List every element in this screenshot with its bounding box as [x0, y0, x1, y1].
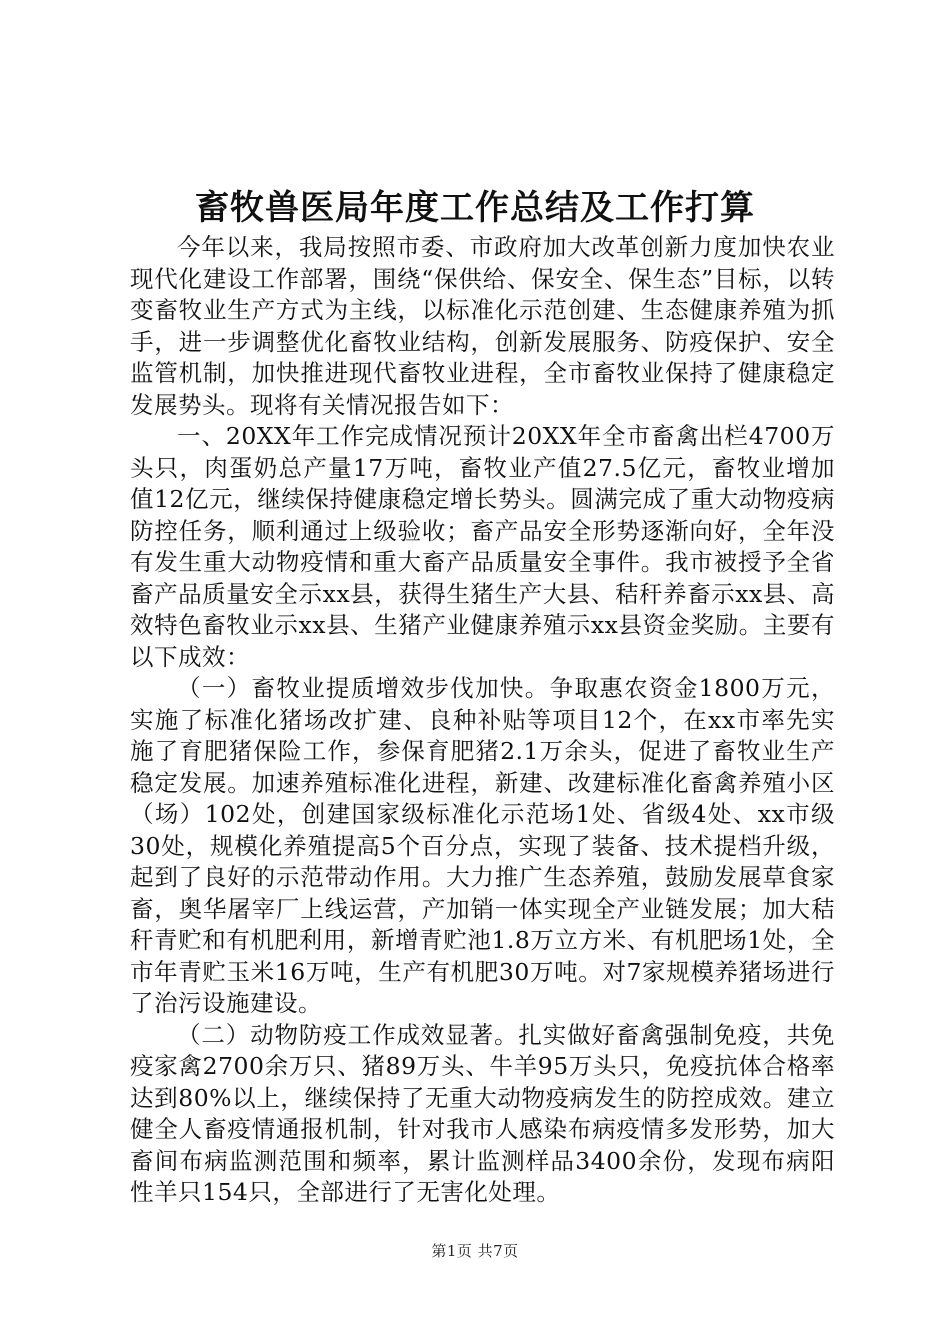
page-footer: 第1页 共7页 — [431, 1242, 519, 1260]
paragraph-section-one: 一、20XX年工作完成情况预计20XX年全市畜禽出栏4700万头只，肉蛋奶总产量17万吨，畜牧业产值27.5亿元，畜牧业增加值12亿元，继续保持健康稳定增长势头。圆满完成了重大动物疫病防控任务，顺利通过上级验收；畜产品安全形势逐渐向好，全年没有发生重大动物疫情和重大畜产品质量安全事件。我市被授予全省畜产品质量安全示xx县，获得生猪生产大县、秸秆养畜示xx县、高效特色畜牧业示xx县、生猪产业健康养殖示xx县资金奖励。主要有以下成效： — [130, 422, 835, 671]
paragraph-subsection-two: （二）动物防疫工作成效显著。扎实做好畜禽强制免疫，共免疫家禽2700余万只、猪89万头、牛羊95万头只，免疫抗体合格率达到80%以上，继续保持了无重大动物疫病发生的防控成效。建立健全人畜疫情通报机制，针对我市人感染布病疫情多发形势，加大畜间布病监测范围和频率，累计监测样品3400余份，发现布病阳性羊只154只，全部进行了无害化处理。 — [130, 1020, 835, 1206]
paragraph-subsection-one: （一）畜牧业提质增效步伐加快。争取惠农资金1800万元，实施了标准化猪场改扩建、良种补贴等项目12个，在xx市率先实施了育肥猪保险工作，参保育肥猪2.1万余头，促进了畜牧业生产稳定发展。加速养殖标准化进程，新建、改建标准化畜禽养殖小区（场）102处，创建国家级标准化示范场1处、省级4处、xx市级30处，规模化养殖提高5个百分点，实现了装备、技术提档升级，起到了良好的示范带动作用。大力推广生态养殖，鼓励发展草食家畜，奥华屠宰厂上线运营，产加销一体实现全产业链发展；加大秸秆青贮和有机肥利用，新增青贮池1.8万立方米、有机肥场1处，全市年青贮玉米16万吨，生产有机肥30万吨。对7家规模养猪场进行了治污设施建设。 — [130, 674, 835, 1017]
page-title: 畜牧兽医局年度工作总结及工作打算 — [195, 188, 755, 228]
paragraph-intro: 今年以来，我局按照市委、市政府加大改革创新力度加快农业现代化建设工作部署，围绕“保供给、保安全、保生态”目标，以转变畜牧业生产方式为主线，以标准化示范创建、生态健康养殖为抓手，进一步调整优化畜牧业结构，创新发展服务、防疫保护、安全监管机制，加快推进现代畜牧业进程，全市畜牧业保持了健康稳定发展势头。现将有关情况报告如下： — [130, 233, 835, 419]
document-body — [130, 232, 835, 1209]
